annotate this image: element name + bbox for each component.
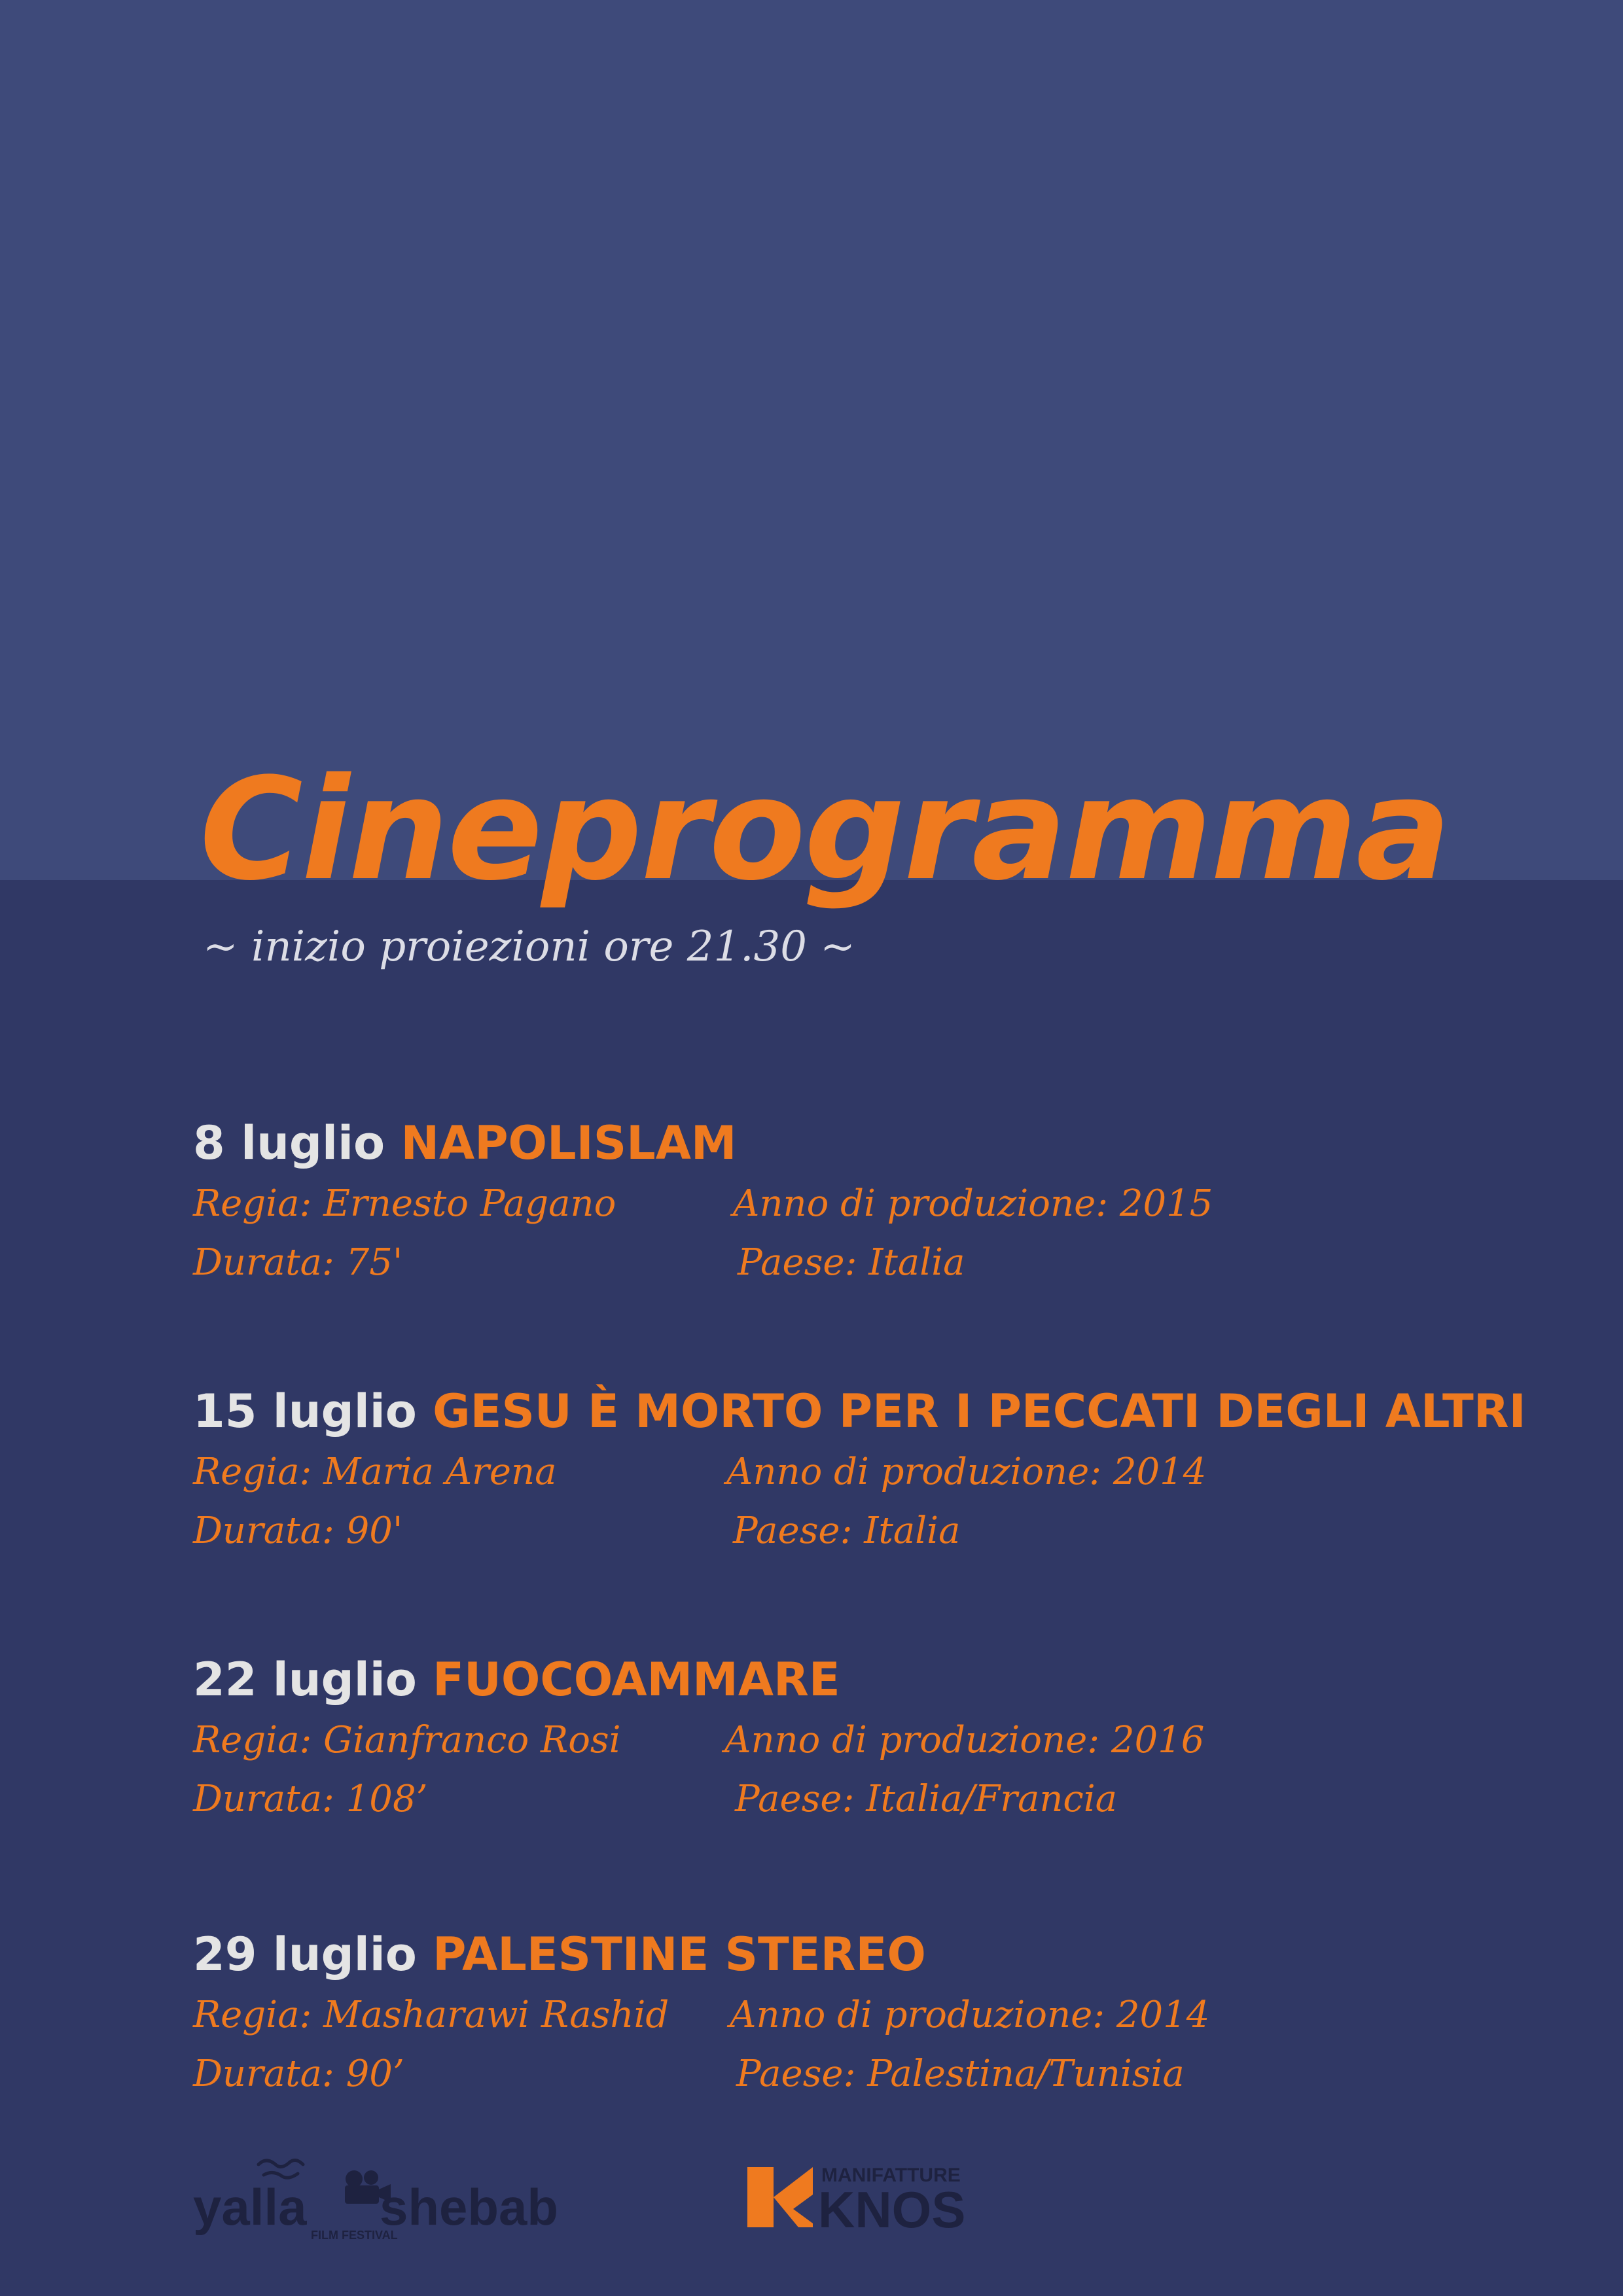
manifatture-wordmark: MANIFATTURE [821,2164,961,2186]
film-date: 15 luglio [193,1385,417,1438]
film-duration: Durata: 108’ [193,1778,428,1820]
yalla-wordmark: yalla [193,2178,307,2236]
film-director: Regia: Gianfranco Rosi [193,1719,621,1761]
film-year: Anno di produzione: 2014 [726,1451,1207,1493]
film-title: PALESTINE STEREO [433,1928,926,1981]
film-heading [193,1928,1502,1981]
film-director: Regia: Ernesto Pagano [193,1182,616,1225]
film-heading [193,1385,1526,1438]
film-director: Regia: Maria Arena [193,1451,557,1493]
film-entry [193,1928,1502,2095]
film-title: GESU È MORTO PER I PECCATI DEGLI ALTRI [433,1385,1526,1438]
film-entry [193,1653,1502,1820]
knos-wordmark: KNOS [818,2181,966,2238]
film-entry [193,1385,1526,1552]
film-festival-tagline: FILM FESTIVAL [311,2229,398,2242]
film-country: Paese: Italia [733,1510,961,1552]
film-entry [193,1116,1502,1284]
manifatture-knos-logo [746,2159,995,2238]
film-date: 8 luglio [193,1116,385,1170]
film-country: Paese: Italia [738,1241,965,1284]
film-country: Paese: Italia/Francia [735,1778,1118,1820]
film-year: Anno di produzione: 2015 [733,1182,1213,1225]
film-duration: Durata: 90’ [193,2053,404,2095]
film-date: 29 luglio [193,1928,417,1981]
page-title: Cineprogramma [200,747,1450,911]
film-duration: Durata: 90' [193,1510,403,1552]
film-title: FUOCOAMMARE [433,1653,840,1706]
yalla-shebab-logo [193,2146,573,2244]
film-year: Anno di produzione: 2014 [730,1994,1210,2036]
film-duration: Durata: 75' [193,1241,403,1284]
page-subtitle: ~ inizio proiezioni ore 21.30 ~ [203,923,855,971]
film-heading [193,1116,1502,1170]
shebab-wordmark: shebab [380,2178,559,2236]
film-country: Paese: Palestina/Tunisia [736,2053,1185,2095]
film-director: Regia: Masharawi Rashid [193,1994,669,2036]
film-year: Anno di produzione: 2016 [724,1719,1205,1761]
film-date: 22 luglio [193,1653,417,1706]
film-heading [193,1653,1502,1706]
film-title: NAPOLISLAM [401,1116,737,1170]
knos-k-mark [747,2167,813,2227]
